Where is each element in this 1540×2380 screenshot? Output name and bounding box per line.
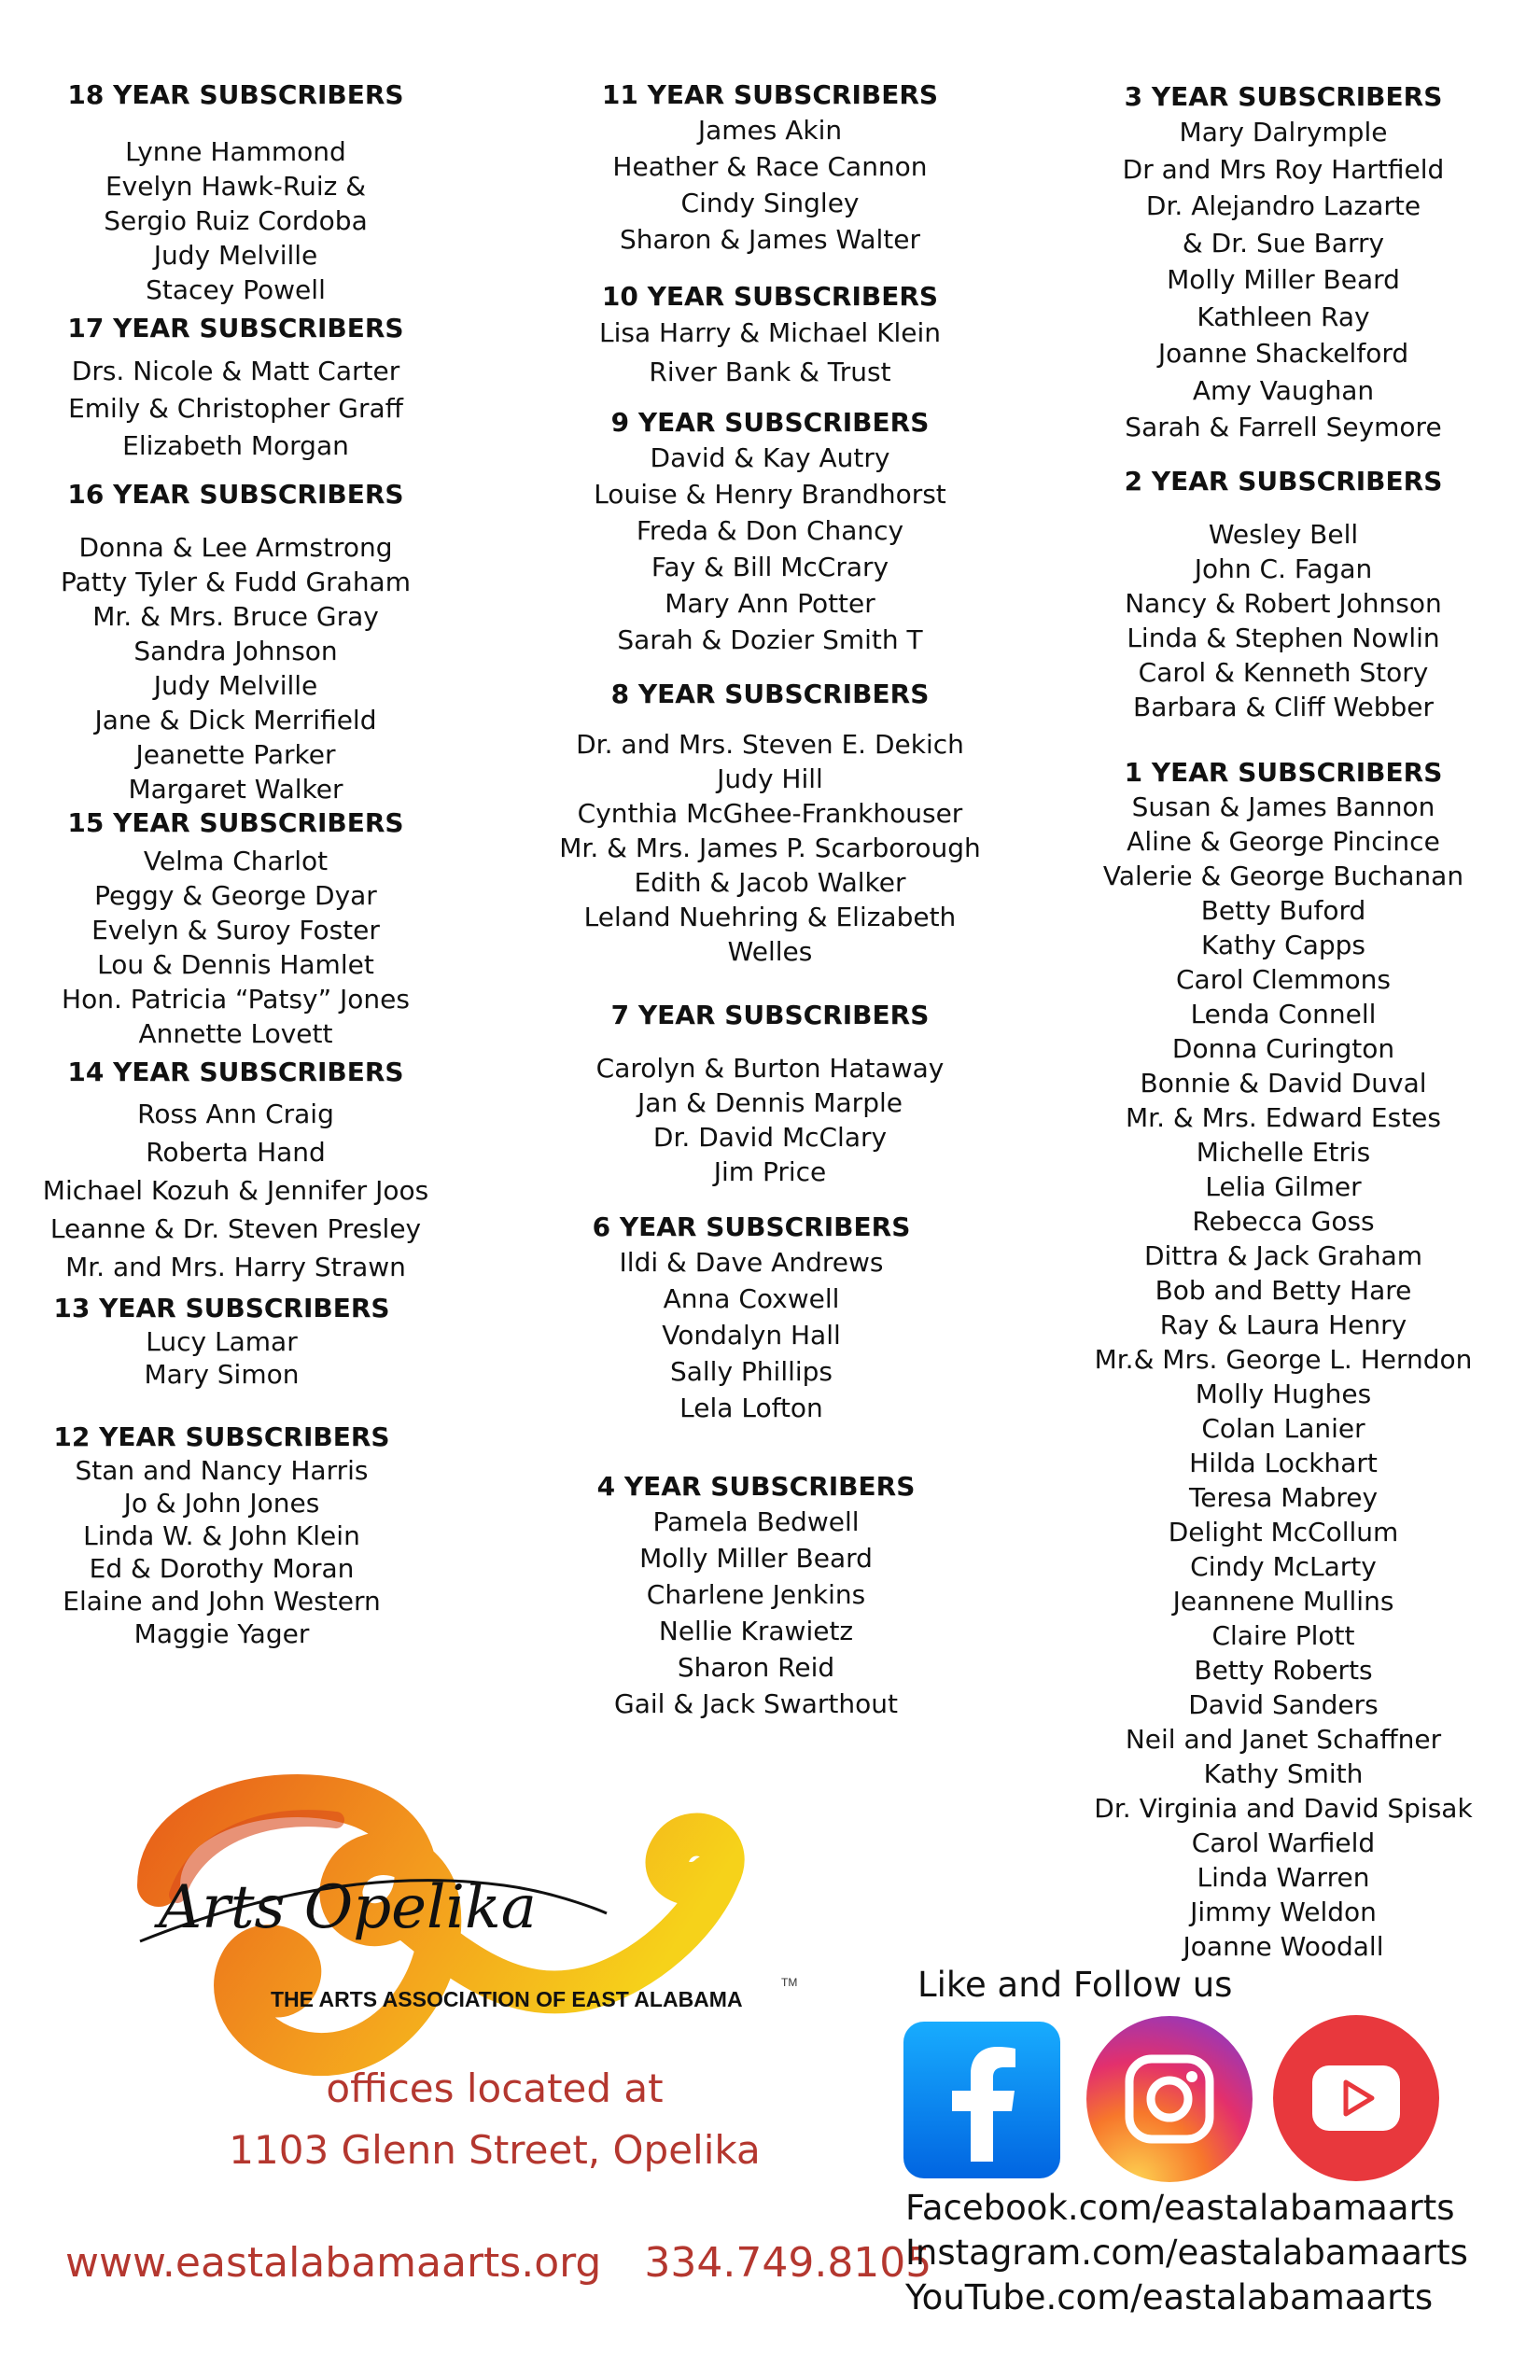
subscriber-name: Freda & Don Chancy	[636, 515, 904, 546]
subscriber-name: Sarah & Farrell Seymore	[1125, 412, 1442, 442]
subscriber-name: Lynne Hammond	[125, 136, 346, 167]
logo-tagline: THE ARTS ASSOCIATION OF EAST ALABAMA	[271, 1987, 743, 2011]
contact-line	[65, 2235, 932, 2291]
section-heading: 17 YEAR SUBSCRIBERS	[67, 313, 404, 343]
section-13-year	[19, 1292, 425, 1391]
subscriber-name: Wesley Bell	[1208, 519, 1359, 550]
subscriber-name: Lelia Gilmer	[1205, 1171, 1362, 1202]
offices-line: offices located at	[326, 2065, 664, 2111]
subscriber-name: Claire Plott	[1211, 1620, 1355, 1651]
subscriber-name: Teresa Mabrey	[1188, 1482, 1379, 1513]
subscriber-name: Lou & Dennis Hamlet	[97, 949, 374, 980]
facebook-icon[interactable]	[903, 2022, 1060, 2178]
subscriber-name: Carol Warfield	[1191, 1827, 1376, 1858]
section-6-year	[523, 1211, 980, 1426]
subscriber-name: Cynthia McGhee-Frankhouser	[577, 798, 963, 829]
subscriber-name: Pamela Bedwell	[652, 1506, 860, 1537]
subscriber-name: Kathy Smith	[1203, 1758, 1364, 1789]
subscriber-name: Dr. and Mrs. Steven E. Dekich	[576, 729, 964, 760]
section-17-year	[19, 312, 453, 465]
logo-trademark: TM	[781, 1976, 798, 1989]
subscriber-name: Mr. & Mrs. James P. Scarborough	[559, 833, 981, 863]
logo-script: Arts Opelika	[159, 1873, 537, 1942]
subscriber-name: Gail & Jack Swarthout	[614, 1688, 898, 1719]
subscriber-name: Mary Dalrymple	[1179, 117, 1388, 147]
subscriber-name: Jim Price	[713, 1156, 827, 1187]
facebook-link[interactable]: Facebook.com/eastalabamaarts	[905, 2188, 1455, 2228]
subscriber-name: Lucy Lamar	[146, 1326, 298, 1357]
subscriber-name: Linda W. & John Klein	[83, 1520, 360, 1551]
subscriber-name: Barbara & Cliff Webber	[1133, 692, 1434, 722]
follow-heading: Like and Follow us	[917, 1965, 1233, 2005]
offices-address: 1103 Glenn Street, Opelika	[229, 2127, 761, 2173]
subscriber-name: Leanne & Dr. Steven Presley	[49, 1213, 422, 1244]
subscriber-name: Mr. & Mrs. Edward Estes	[1126, 1102, 1441, 1133]
social-links	[905, 2186, 1468, 2320]
subscriber-name: Jan & Dennis Marple	[637, 1087, 903, 1118]
subscriber-name: & Dr. Sue Barry	[1182, 227, 1385, 259]
subscriber-name: Joanne Shackelford	[1157, 338, 1409, 369]
subscriber-name: Sergio Ruiz Cordoba	[104, 205, 368, 236]
subscriber-name: Carol Clemmons	[1176, 964, 1391, 995]
subscriber-name: Delight McCollum	[1168, 1517, 1399, 1547]
section-15-year	[19, 806, 453, 1051]
subscriber-name: Sally Phillips	[669, 1356, 833, 1387]
section-14-year	[19, 1056, 453, 1286]
arts-opelika-logo	[121, 1773, 831, 2081]
section-heading: 12 YEAR SUBSCRIBERS	[53, 1421, 390, 1452]
subscriber-name: Aline & George Pincince	[1127, 826, 1440, 857]
subscriber-name: Linda Warren	[1197, 1862, 1370, 1893]
subscriber-name: Leland Nuehring & Elizabeth	[583, 902, 957, 932]
subscriber-name: Sarah & Dozier Smith T	[617, 624, 923, 655]
subscriber-name: Annette Lovett	[138, 1018, 333, 1049]
subscriber-name: Anna Coxwell	[663, 1283, 840, 1314]
subscriber-name: Judy Melville	[153, 240, 318, 271]
subscriber-name: Drs. Nicole & Matt Carter	[71, 356, 400, 386]
section-10-year	[541, 280, 999, 392]
subscriber-name: Ed & Dorothy Moran	[89, 1553, 355, 1584]
subscriber-name: Maggie Yager	[133, 1618, 310, 1649]
logo-graphic	[121, 1773, 831, 2081]
subscriber-name: Amy Vaughan	[1192, 374, 1375, 406]
subscriber-name: Jeanette Parker	[135, 739, 336, 770]
subscriber-name: Stacey Powell	[146, 274, 326, 305]
instagram-link[interactable]: Instagram.com/eastalabamaarts	[905, 2233, 1468, 2273]
subscriber-name: Patty Tyler & Fudd Graham	[61, 567, 411, 597]
subscriber-name: Hilda Lockhart	[1189, 1448, 1378, 1478]
subscriber-name: Mary Ann Potter	[665, 588, 875, 619]
subscriber-name: Sandra Johnson	[133, 636, 338, 666]
subscriber-name: Velma Charlot	[143, 846, 329, 876]
subscriber-name: Jeannene Mullins	[1172, 1586, 1394, 1617]
subscriber-name: Molly Miller Beard	[1167, 264, 1400, 295]
section-heading: 8 YEAR SUBSCRIBERS	[610, 679, 930, 709]
section-heading: 4 YEAR SUBSCRIBERS	[596, 1471, 916, 1502]
subscriber-name: Dr and Mrs Roy Hartfield	[1122, 153, 1445, 185]
subscriber-name: Jimmy Weldon	[1190, 1897, 1377, 1927]
subscriber-name: Colan Lanier	[1201, 1413, 1365, 1444]
subscriber-name: Nancy & Robert Johnson	[1125, 588, 1442, 619]
subscriber-name: Elaine and John Western	[63, 1586, 381, 1617]
subscriber-name: Cindy Singley	[680, 188, 860, 218]
subscriber-name: Judy Hill	[717, 763, 823, 794]
section-heading: 13 YEAR SUBSCRIBERS	[53, 1293, 390, 1323]
subscriber-name: Hon. Patricia “Patsy” Jones	[62, 984, 410, 1015]
section-16-year	[19, 478, 453, 806]
subscriber-name: Susan & James Bannon	[1131, 791, 1435, 822]
section-9-year	[541, 406, 999, 658]
subscriber-name: Neil and Janet Schaffner	[1125, 1724, 1442, 1755]
subscriber-name: David & Kay Autry	[650, 442, 890, 473]
subscriber-name: Jane & Dick Merrifield	[94, 705, 377, 735]
subscriber-name: Nellie Krawietz	[658, 1616, 854, 1646]
section-8-year	[541, 678, 999, 969]
section-heading: 11 YEAR SUBSCRIBERS	[601, 79, 939, 110]
subscriber-name: River Bank & Trust	[649, 357, 891, 387]
subscriber-name: Charlene Jenkins	[646, 1579, 866, 1610]
subscriber-name: Peggy & George Dyar	[94, 880, 377, 911]
subscriber-name: Lenda Connell	[1190, 999, 1377, 1029]
subscriber-name: Valerie & George Buchanan	[1102, 861, 1464, 891]
subscriber-name: Margaret Walker	[128, 774, 343, 805]
subscriber-name: Jo & John Jones	[123, 1488, 320, 1519]
section-3-year	[1083, 80, 1484, 446]
subscriber-name: Kathy Capps	[1200, 930, 1366, 960]
subscriber-name: Fay & Bill McCrary	[651, 552, 889, 582]
subscriber-name: Mary Simon	[144, 1359, 300, 1390]
section-11-year	[541, 78, 999, 258]
subscriber-name: Michael Kozuh & Jennifer Joos	[42, 1175, 429, 1206]
section-12-year	[19, 1421, 425, 1650]
section-heading: 18 YEAR SUBSCRIBERS	[67, 79, 404, 110]
subscriber-name: Heather & Race Cannon	[612, 151, 928, 182]
subscriber-name: Judy Melville	[153, 670, 318, 701]
subscriber-name: James Akin	[697, 115, 843, 146]
section-heading: 1 YEAR SUBSCRIBERS	[1124, 757, 1443, 788]
subscriber-name: Lisa Harry & Michael Klein	[598, 317, 941, 348]
section-7-year	[541, 999, 999, 1189]
subscriber-name: Joanne Woodall	[1183, 1931, 1384, 1962]
subscriber-name: Welles	[727, 936, 813, 967]
section-heading: 2 YEAR SUBSCRIBERS	[1124, 466, 1443, 497]
subscriber-name: Emily & Christopher Graff	[68, 393, 403, 424]
subscriber-name: Roberta Hand	[146, 1137, 326, 1168]
subscriber-name: John C. Fagan	[1194, 553, 1373, 584]
youtube-link[interactable]: YouTube.com/eastalabamaarts	[905, 2277, 1434, 2317]
section-heading: 10 YEAR SUBSCRIBERS	[601, 281, 939, 312]
subscriber-name: Dittra & Jack Graham	[1143, 1240, 1423, 1271]
subscriber-name: Vondalyn Hall	[662, 1320, 841, 1351]
subscriber-name: Bob and Betty Hare	[1155, 1275, 1412, 1306]
subscriber-name: Louise & Henry Brandhorst	[594, 479, 946, 510]
subscriber-name: Evelyn Hawk-Ruiz &	[105, 171, 367, 202]
section-heading: 6 YEAR SUBSCRIBERS	[592, 1211, 911, 1242]
subscriber-name: Sharon Reid	[677, 1652, 835, 1683]
subscriber-name: Dr. David McClary	[652, 1122, 888, 1153]
section-heading: 16 YEAR SUBSCRIBERS	[67, 479, 404, 510]
subscriber-name: Betty Buford	[1200, 895, 1366, 926]
subscriber-name: Bonnie & David Duval	[1140, 1068, 1427, 1099]
subscriber-name: Kathleen Ray	[1197, 301, 1370, 332]
subscriber-name: Ray & Laura Henry	[1159, 1309, 1407, 1340]
subscriber-name: Evelyn & Suroy Foster	[91, 915, 380, 945]
subscriber-name: Mr. & Mrs. Bruce Gray	[92, 601, 379, 632]
instagram-icon[interactable]	[1086, 2016, 1253, 2182]
section-2-year	[1083, 465, 1484, 724]
subscriber-name: Michelle Etris	[1196, 1137, 1371, 1168]
subscriber-name: Molly Hughes	[1195, 1379, 1372, 1409]
section-heading: 3 YEAR SUBSCRIBERS	[1124, 81, 1443, 112]
section-heading: 15 YEAR SUBSCRIBERS	[67, 807, 404, 838]
subscriber-name: Molly Miller Beard	[639, 1543, 873, 1574]
subscriber-name: Linda & Stephen Nowlin	[1127, 623, 1440, 653]
youtube-icon[interactable]	[1273, 2015, 1439, 2181]
subscriber-name: Lela Lofton	[679, 1393, 823, 1423]
section-heading: 14 YEAR SUBSCRIBERS	[67, 1057, 404, 1087]
subscriber-name: Cindy McLarty	[1190, 1551, 1377, 1582]
phone-number: 334.749.8105	[644, 2239, 932, 2287]
subscriber-name: Carol & Kenneth Story	[1138, 657, 1429, 688]
subscriber-name: Dr. Virginia and David Spisak	[1094, 1793, 1473, 1824]
subscriber-name: Edith & Jacob Walker	[634, 867, 906, 898]
subscriber-name: David Sanders	[1188, 1689, 1379, 1720]
website-link[interactable]: www.eastalabamaarts.org	[65, 2239, 602, 2287]
subscriber-name: Elizabeth Morgan	[122, 430, 349, 461]
subscriber-name: Betty Roberts	[1194, 1655, 1373, 1686]
section-4-year	[527, 1470, 985, 1722]
subscriber-name: Mr.& Mrs. George L. Herndon	[1094, 1344, 1473, 1375]
subscriber-name: Mr. and Mrs. Harry Strawn	[65, 1252, 406, 1282]
subscriber-name: Sharon & James Walter	[619, 224, 921, 255]
subscriber-name: Ross Ann Craig	[137, 1099, 334, 1129]
subscriber-name: Donna & Lee Armstrong	[78, 532, 393, 563]
subscriber-name: Stan and Nancy Harris	[75, 1455, 369, 1486]
subscriber-name: Carolyn & Burton Hataway	[595, 1053, 945, 1084]
section-heading: 7 YEAR SUBSCRIBERS	[610, 1000, 930, 1030]
section-18-year	[19, 78, 453, 307]
subscriber-name: Ildi & Dave Andrews	[619, 1247, 884, 1278]
section-1-year	[1083, 756, 1484, 1964]
subscriber-name: Rebecca Goss	[1192, 1206, 1375, 1237]
section-heading: 9 YEAR SUBSCRIBERS	[610, 407, 930, 438]
subscriber-name: Donna Curington	[1171, 1033, 1395, 1064]
subscriber-name: Dr. Alejandro Lazarte	[1145, 190, 1421, 221]
